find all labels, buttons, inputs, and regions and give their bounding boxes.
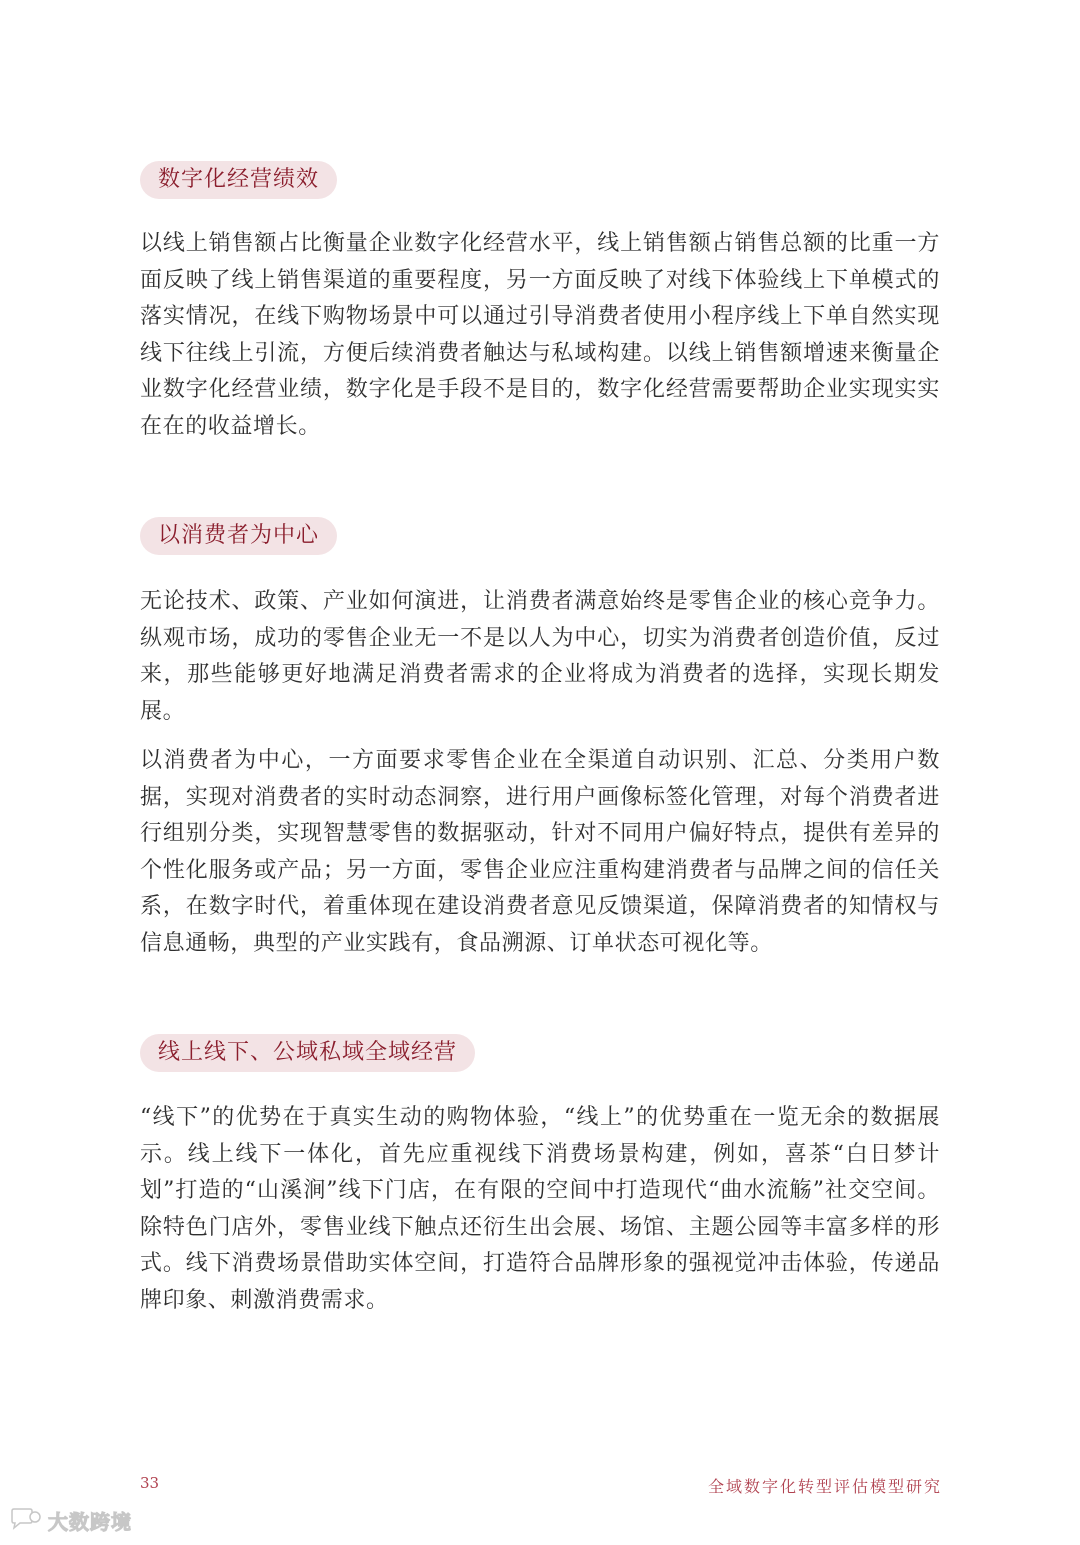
- paragraph-consumer-centric-2: 以消费者为中心，一方面要求零售企业在全渠道自动识别、汇总、分类用户数据，实现对消费者的实时动态洞察，进行用户画像标签化管理，对每个消费者进行组别分类，实现智慧零售的数据驱动，针对不同用户偏好特点，提供有差异的个性化服务或产品；另一方面，零售企业应注重构建消费者与品牌之间的信任关系，在数字时代，着重体现在建设消费者意见反馈渠道，保障消费者的知情权与信息通畅，典型的产业实践有，食品溯源、订单状态可视化等。: [140, 748, 940, 956]
- speech-bubble-logo-icon: [8, 1507, 42, 1535]
- watermark: [8, 1506, 132, 1535]
- section-tag-digital-performance: 数字化经营绩效: [140, 161, 337, 199]
- section-tag-omnichannel: 线上线下、公域私域全域经营: [140, 1034, 475, 1072]
- footer-report-title: 全域数字化转型评估模型研究: [707, 1477, 942, 1496]
- paragraph-digital-performance: 以线上销售额占比衡量企业数字化经营水平，线上销售额占销售总额的比重一方面反映了线上销售渠道的重要程度，另一方面反映了对线下体验线上下单模式的落实情况，在线下购物场景中可以通过引导消费者使用小程序线上下单自然实现线下往线上引流，方便后续消费者触达与私域构建。以线上销售额增速来衡量企业数字化经营业绩，数字化是手段不是目的，数字化经营需要帮助企业实现实实在在的收益增长。: [140, 231, 940, 439]
- paragraph-consumer-centric-1: 无论技术、政策、产业如何演进，让消费者满意始终是零售企业的核心竞争力。纵观市场，成功的零售企业无一不是以人为中心，切实为消费者创造价值，反过来，那些能够更好地满足消费者需求的企业将成为消费者的选择，实现长期发展。: [140, 589, 940, 724]
- page-number: 33: [140, 1474, 160, 1492]
- paragraph-omnichannel: “线下”的优势在于真实生动的购物体验，“线上”的优势重在一览无余的数据展示。线上线下一体化，首先应重视线下消费场景构建，例如，喜茶“白日梦计划”打造的“山溪涧”线下门店，在有限的空间中打造现代“曲水流觞”社交空间。除特色门店外，零售业线下触点还衍生出会展、场馆、主题公园等丰富多样的形式。线下消费场景借助实体空间，打造符合品牌形象的强视觉冲击体验，传递品牌印象、刺激消费需求。: [140, 1105, 940, 1313]
- watermark-text: 大数跨境: [48, 1510, 132, 1534]
- section-tag-consumer-centric: 以消费者为中心: [140, 517, 337, 555]
